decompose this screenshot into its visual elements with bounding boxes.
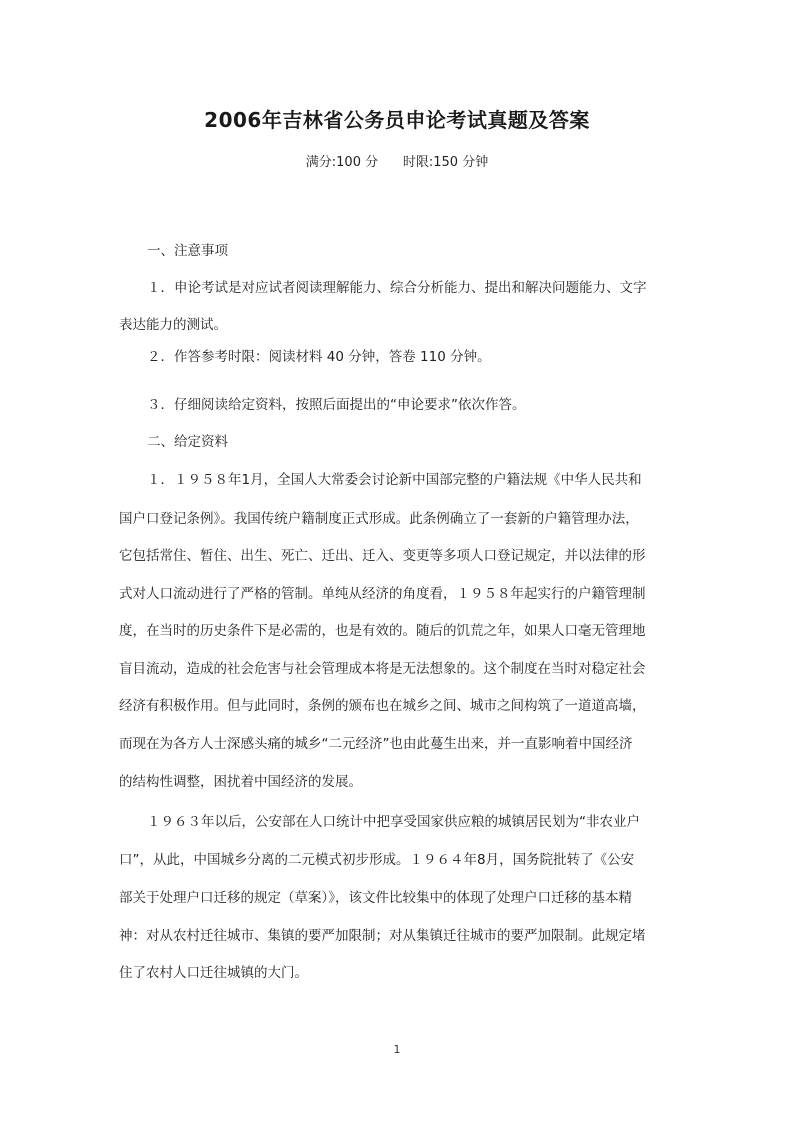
paragraph-line: 它包括常住、暂住、出生、死亡、迁出、迁入、变更等多项人口登记规定，并以法律的形: [119, 548, 646, 564]
paragraph-line: 式对人口流动进行了严格的管制。单纯从经济的角度看，１９５８年起实行的户籍管理制: [119, 586, 646, 602]
paragraph-line: 的结构性调整，困扰着中国经济的发展。: [119, 774, 362, 790]
exam-meta: 满分:100 分 时限:150 分钟: [305, 155, 489, 170]
paragraph-line: 住了农村人口迁往城镇的大门。: [119, 965, 308, 981]
document-title: 2006年吉林省公务员申论考试真题及答案: [204, 108, 590, 132]
note-line: １．申论考试是对应试者阅读理解能力、综合分析能力、提出和解决问题能力、文字: [147, 280, 647, 296]
paragraph-line: １．１９５８年1月，全国人大常委会讨论新中国部完整的户籍法规《中华人民共和: [147, 472, 642, 488]
note-line: ２．作答参考时限：阅读材料 40 分钟，答卷 110 分钟。: [147, 349, 491, 365]
section-heading-notes: 一、注意事项: [147, 243, 228, 259]
paragraph-line: 盲目流动，造成的社会危害与社会管理成本将是无法想象的。这个制度在当时对稳定社会: [119, 661, 646, 677]
note-line: 表达能力的测试。: [119, 317, 227, 333]
paragraph-line: 口”，从此，中国城乡分离的二元模式初步形成。１９６４年8月，国务院批转了《公安: [119, 852, 635, 868]
paragraph-line: 神：对从农村迁往城市、集镇的要严加限制；对从集镇迁往城市的要严加限制。此规定堵: [119, 928, 646, 944]
paragraph-line: 经济有积极作用。但与此同时，条例的颁布也在城乡之间、城市之间构筑了一道道高墙，: [119, 698, 646, 714]
section-heading-materials: 二、给定资料: [147, 434, 228, 450]
paragraph-line: １９６３年以后，公安部在人口统计中把享受国家供应粮的城镇居民划为“非农业户: [147, 814, 640, 830]
paragraph-line: 部关于处理户口迁移的规定（草案）》，该文件比较集中的体现了处理户口迁移的基本精: [119, 890, 632, 906]
page-number: 1: [393, 1043, 401, 1056]
paragraph-line: 而现在为各方人士深感头痛的城乡“二元经济”也由此蔓生出来，并一直影响着中国经济: [119, 736, 633, 752]
paragraph-line: 度，在当时的历史条件下是必需的，也是有效的。随后的饥荒之年，如果人口毫无管理地: [119, 623, 646, 639]
paragraph-line: 国户口登记条例》。我国传统户籍制度正式形成。此条例确立了一套新的户籍管理办法，: [119, 511, 639, 527]
note-line: ３．仔细阅读给定资料，按照后面提出的“申论要求”依次作答。: [147, 397, 526, 413]
